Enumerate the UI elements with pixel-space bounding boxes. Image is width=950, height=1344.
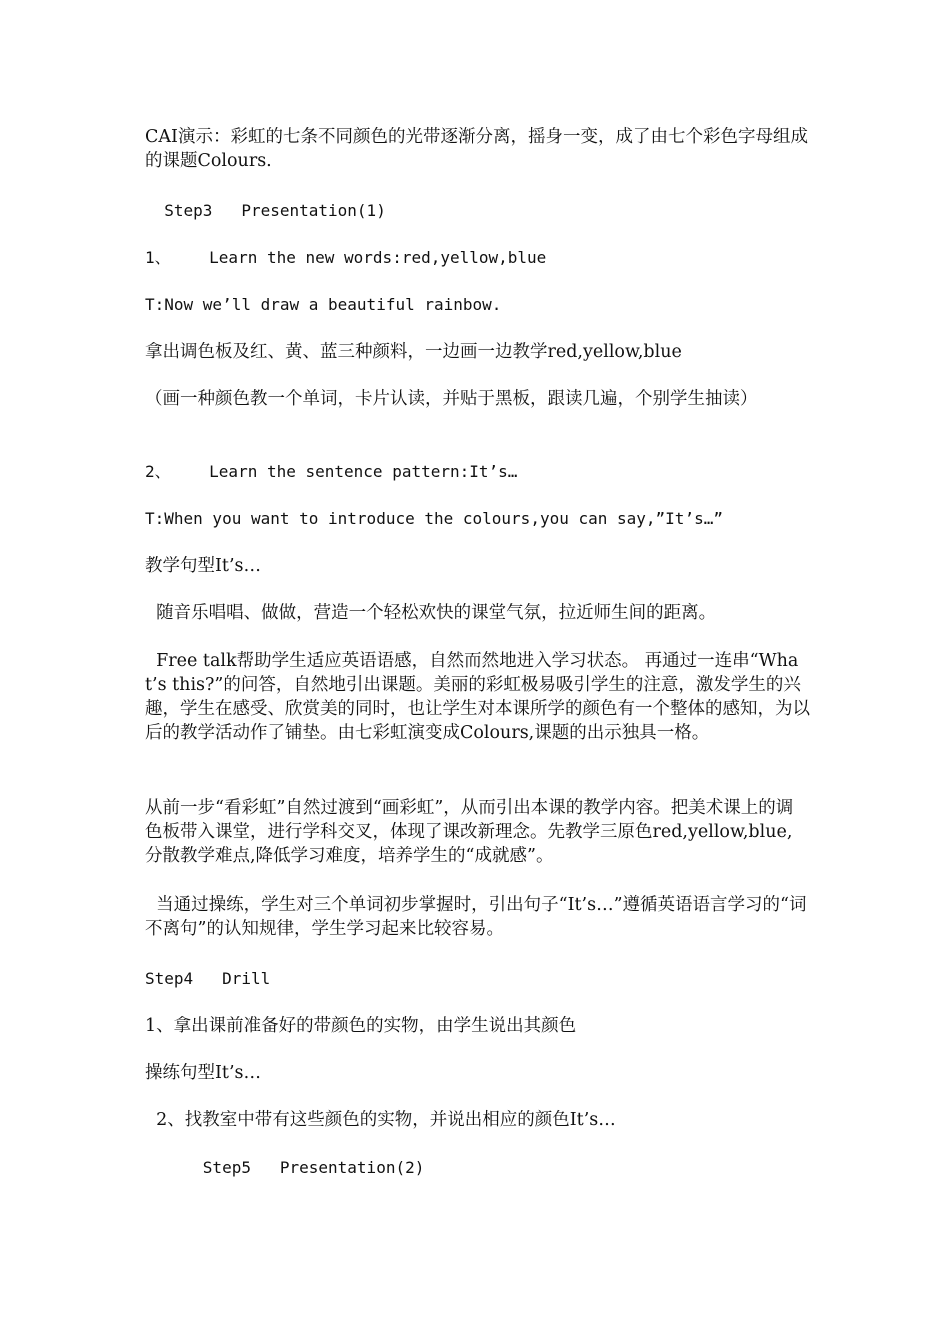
palette-paragraph: 拿出调色板及红、黄、蓝三种颜料，一边画一边教学red,yellow,blue: [145, 342, 682, 362]
step5-heading: Step5 Presentation(2): [145, 1158, 425, 1177]
teacher-introduce-line: T:When you want to introduce the colours,you can say,”It’s…”: [145, 509, 723, 528]
sentence-pattern-teaching: 教学句型It’s…: [145, 556, 261, 576]
learn-pattern-item: 2、 Learn the sentence pattern:It’s…: [145, 462, 518, 481]
learn-words-item: 1、 Learn the new words:red,yellow,blue: [145, 248, 547, 267]
teacher-rainbow-line: T:Now we’ll draw a beautiful rainbow.: [145, 295, 502, 314]
step3-heading: Step3 Presentation(1): [145, 201, 386, 220]
cai-demo-paragraph: CAI演示：彩虹的七条不同颜色的光带逐渐分离，摇身一变，成了由七个彩色字母组成的课题Colours.: [145, 127, 808, 171]
drill-item-2: 2、找教室中带有这些颜色的实物，并说出相应的颜色It’s…: [145, 1110, 616, 1130]
drill-pattern-line: 操练句型It’s…: [145, 1063, 261, 1083]
draw-rainbow-paragraph: 从前一步“看彩虹”自然过渡到“画彩虹”，从而引出本课的教学内容。把美术课上的调色板带入课堂，进行学科交叉，体现了课改新理念。先教学三原色red,yellow,blue, 分散教学难点,降低学习难度，培养学生的“成就感”。: [145, 798, 798, 866]
drill-item-1: 1、拿出课前准备好的带颜色的实物，由学生说出其颜色: [145, 1016, 577, 1036]
drill-practice-paragraph: 当通过操练，学生对三个单词初步掌握时，引出句子“It’s…”遵循英语语言学习的“词不离句”的认知规律，学生学习起来比较容易。: [145, 895, 807, 939]
free-talk-paragraph: Free talk帮助学生适应英语语感，自然而然地进入学习状态。 再通过一连串“What’s this?”的问答，自然地引出课题。美丽的彩虹极易吸引学生的注意，激发学生的兴趣，学生在感受、欣赏美的同时，也让学生对本课所学的颜色有一个整体的感知，为以后的教学活动作了铺垫。由七彩虹演变成Colours,课题的出示独具一格。: [145, 651, 810, 743]
card-reading-note: （画一种颜色教一个单词，卡片认读，并贴于黑板，跟读几遍，个别学生抽读）: [145, 389, 758, 409]
step4-heading: Step4 Drill: [145, 969, 271, 988]
music-paragraph: 随音乐唱唱、做做，营造一个轻松欢快的课堂气氛，拉近师生间的距离。: [145, 603, 717, 623]
